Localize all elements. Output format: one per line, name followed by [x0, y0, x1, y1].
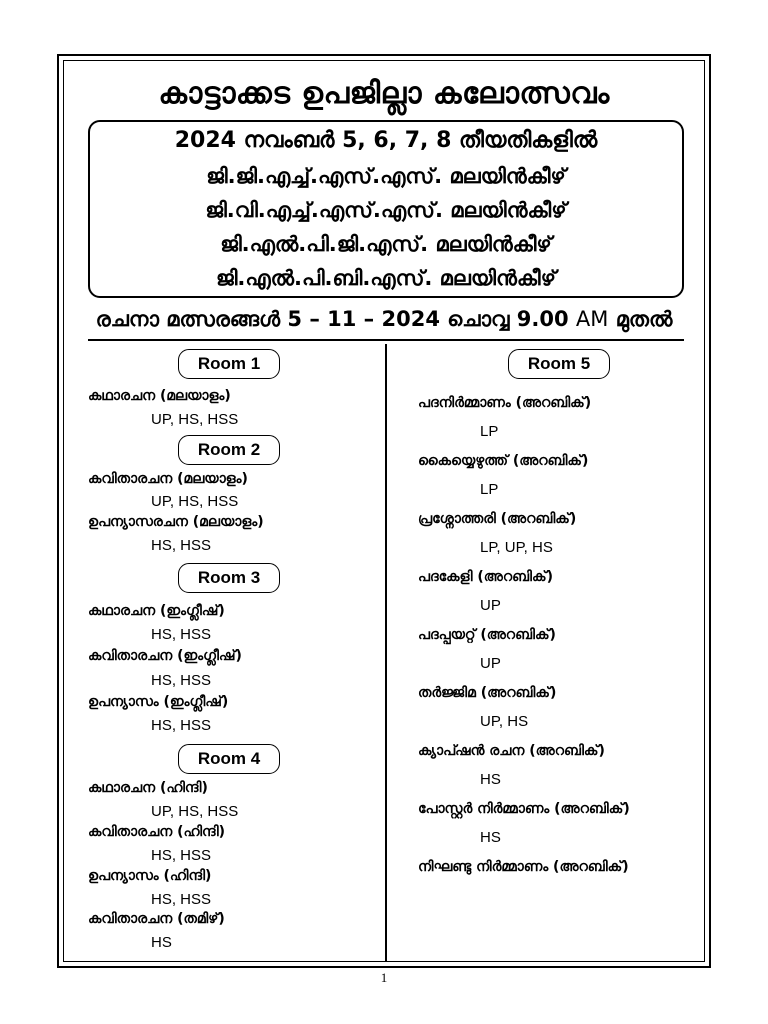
page-number: 1	[380, 970, 388, 985]
event-name: പദനിർമ്മാണം (അറബിക്)	[418, 395, 592, 411]
event-levels: LP	[480, 423, 499, 440]
subheading-text-start: രചനാ മത്സരങ്ങൾ 5 – 11 – 2024 ചൊവ്വ 9.00	[95, 307, 576, 331]
event-levels: HS, HSS	[151, 891, 212, 908]
event-name: കഥാരചന (മലയാളം)	[88, 388, 231, 404]
event-name: പദപ്പയറ്റ് (അറബിക്)	[418, 627, 556, 643]
event-name: കൈയ്യെഴുത്ത് (അറബിക്)	[418, 453, 589, 469]
event-levels: UP	[480, 655, 501, 672]
event-levels: LP	[480, 481, 499, 498]
event-levels: HS, HSS	[151, 537, 212, 554]
room-5-label: Room 5	[508, 349, 610, 379]
event-levels: LP, UP, HS	[480, 539, 553, 556]
event-levels: HS, HSS	[151, 847, 212, 864]
event-levels: UP, HS, HSS	[151, 411, 239, 428]
event-name: പ്രശ്നോത്തരി (അറബിക്)	[418, 511, 577, 527]
room-2-label: Room 2	[178, 435, 280, 465]
event-levels: HS	[480, 771, 501, 788]
event-name: ഉപന്യാസരചന (മലയാളം)	[88, 514, 264, 530]
event-levels: HS, HSS	[151, 717, 212, 734]
date-line: 2024 നവംബർ 5, 6, 7, 8 തീയതികളിൽ	[174, 128, 598, 153]
venue-line-4: ജി.എൽ.പി.ബി.എസ്. മലയിൻകീഴ്	[216, 266, 556, 290]
event-levels: UP	[480, 597, 501, 614]
event-name: കഥാരചന (ഹിന്ദി)	[88, 780, 208, 796]
room-1-label: Room 1	[178, 349, 280, 379]
event-name: നിഘണ്ടു നിർമ്മാണം (അറബിക്)	[418, 859, 629, 875]
room-4-label: Room 4	[178, 744, 280, 774]
event-name: കഥാരചന (ഇംഗ്ലീഷ്)	[88, 603, 225, 619]
event-name: കവിതാരചന (മലയാളം)	[88, 471, 248, 487]
venue-line-3: ജി.എൽ.പി.ജി.എസ്. മലയിൻകീഴ്	[220, 232, 552, 256]
divider-vertical	[385, 344, 387, 962]
page-title: കാട്ടാക്കട ഉപജില്ലാ കലോത്സവം	[158, 76, 610, 111]
event-levels: HS	[480, 829, 501, 846]
subheading-text-end: മുതൽ	[608, 307, 673, 331]
event-levels: UP, HS	[480, 713, 529, 730]
event-levels: UP, HS, HSS	[151, 493, 239, 510]
event-name: കവിതാരചന (ഹിന്ദി)	[88, 824, 226, 840]
schedule-subheading	[63, 307, 705, 332]
divider-horizontal	[88, 339, 684, 341]
event-levels: HS, HSS	[151, 672, 212, 689]
event-name: കവിതാരചന (തമിഴ്)	[88, 911, 225, 927]
event-name: തർജ്ജിമ (അറബിക്)	[418, 685, 557, 701]
venue-line-2: ജി.വി.എച്ച്.എസ്.എസ്. മലയിൻകീഴ്	[205, 198, 567, 222]
event-name: ഉപന്യാസം (ഹിന്ദി)	[88, 868, 212, 884]
event-name: ക്യാപ്ഷൻ രചന (അറബിക്)	[418, 743, 605, 759]
event-levels: UP, HS, HSS	[151, 803, 239, 820]
event-levels: HS	[151, 934, 172, 951]
event-levels: HS, HSS	[151, 626, 212, 643]
subheading-am: AM	[575, 307, 609, 331]
event-name: പോസ്റ്റർ നിർമ്മാണം (അറബിക്)	[418, 801, 630, 817]
room-3-label: Room 3	[178, 563, 280, 593]
event-name: പദകേളി (അറബിക്)	[418, 569, 553, 585]
venue-line-1: ജി.ജി.എച്ച്.എസ്.എസ്. മലയിൻകീഴ്	[206, 164, 566, 188]
event-name: ഉപന്യാസം (ഇംഗ്ലീഷ്)	[88, 694, 229, 710]
event-name: കവിതാരചന (ഇംഗ്ലീഷ്)	[88, 648, 242, 664]
